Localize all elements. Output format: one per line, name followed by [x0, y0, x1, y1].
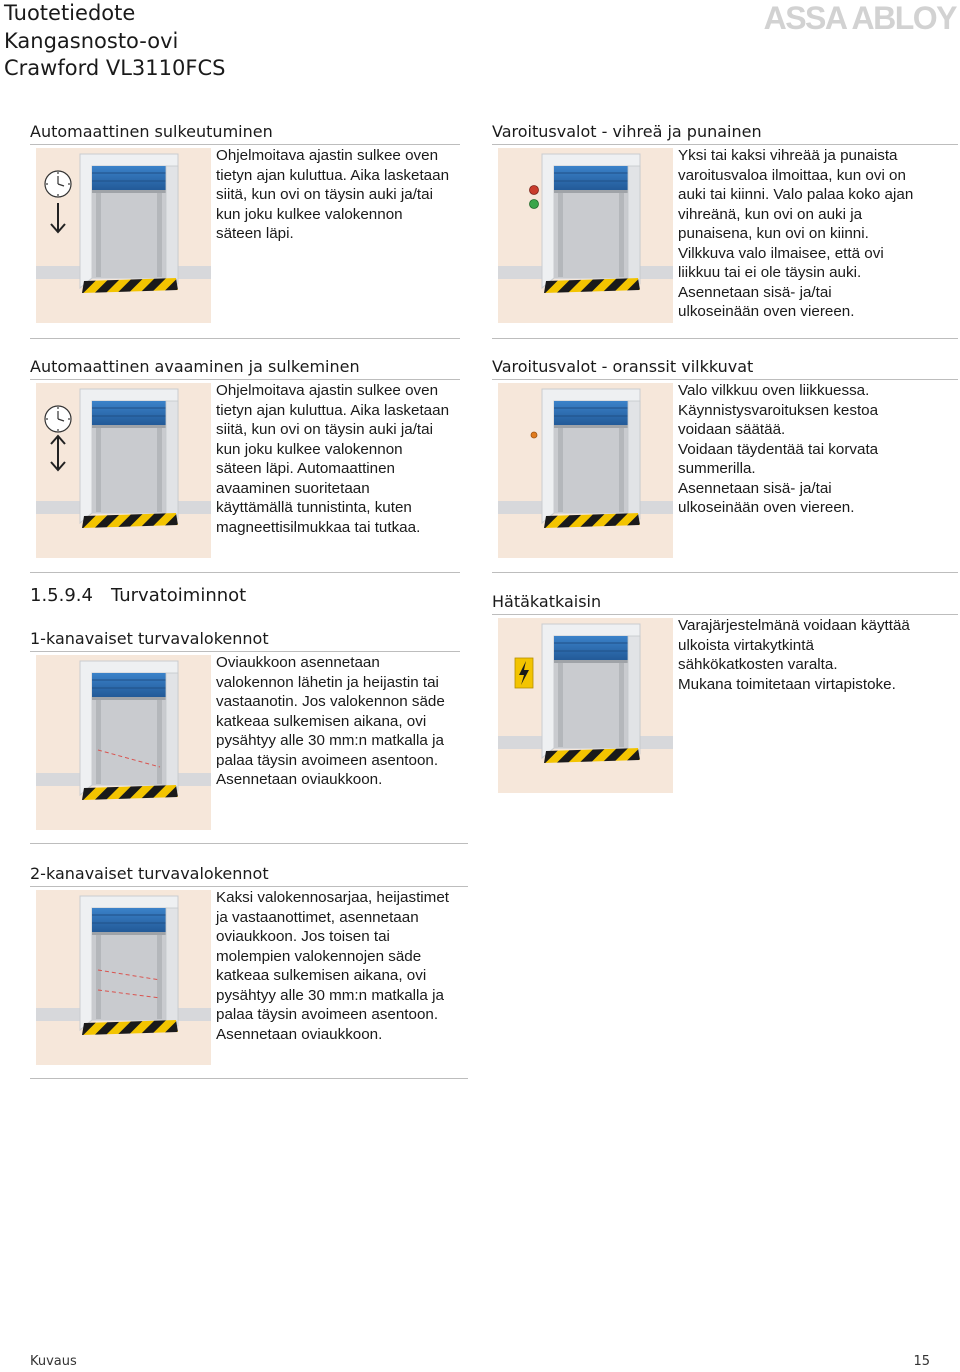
- divider: [30, 338, 460, 339]
- section-title: Varoitusvalot - vihreä ja punainen: [492, 122, 958, 145]
- light-red-icon: [530, 186, 539, 195]
- section-title: Hätäkatkaisin: [492, 592, 958, 615]
- door-illustration: [498, 148, 673, 323]
- chapter-heading: [30, 584, 246, 608]
- section-two-channel-photocells: [30, 864, 468, 1043]
- section-title: 1-kanavaiset turvavalokennot: [30, 629, 460, 652]
- light-green-icon: [530, 200, 539, 209]
- page-number: 15: [913, 1354, 930, 1369]
- section-title: 2-kanavaiset turvavalokennot: [30, 864, 468, 887]
- section-auto-close: [30, 122, 460, 242]
- section-auto-open-close: [30, 357, 460, 536]
- divider: [30, 572, 460, 573]
- section-text: Ohjelmoitava ajastin sulkee oven tietyn ajan kuluttua. Aika lasketaan siitä, kun ovi on täysin auki ja/tai kun joku kulkee valokennon säteen läpi. Automaattinen avaaminen suoritetaan käyttämällä tunnistinta, kuten magneettisilmukkaa tai tutkaa.: [216, 382, 450, 536]
- section-text: Ohjelmoitava ajastin sulkee oven tietyn ajan kuluttua. Aika lasketaan siitä, kun ovi on täysin auki ja/tai kun joku kulkee valokennon säteen läpi.: [216, 147, 450, 242]
- section-text: Yksi tai kaksi vihreää ja punaista varoitusvaloa ilmoittaa, kun ovi on auki tai kiinni. Valo palaa koko ajan vihreänä, kun ovi on auki ja punaisena, kun ovi on kiinni. Vilkkuva valo ilmaisee, että ovi liikkuu tai ei ole täysin auki. Asennetaan sisä- ja/tai ulkoseinään oven viereen.: [678, 147, 914, 320]
- light-orange-icon: [531, 432, 537, 438]
- door-illustration: [498, 618, 673, 793]
- lightning-icon: [515, 658, 533, 688]
- doc-type: Tuotetiedote: [4, 1, 136, 25]
- section-text: Varajärjestelmänä voidaan käyttää ulkoista virtakytkintä sähkökatkosten varalta. Mukana toimitetaan virtapistoke.: [678, 617, 910, 693]
- clock-icon: [45, 406, 71, 432]
- section-warning-orange: [492, 357, 958, 516]
- door-illustration: [36, 383, 211, 558]
- brand-logo: ASSA ABLOY: [763, 0, 956, 36]
- section-title: Varoitusvalot - oranssit vilkkuvat: [492, 357, 958, 380]
- section-one-channel-photocells: [30, 629, 460, 788]
- product-name: Crawford VL3110FCS: [4, 56, 226, 80]
- divider: [30, 1078, 468, 1079]
- section-title: Automaattinen avaaminen ja sulkeminen: [30, 357, 460, 380]
- footer-label: Kuvaus: [30, 1354, 77, 1369]
- chapter-title: Turvatoiminnot: [110, 585, 247, 606]
- document-header: [4, 0, 225, 83]
- door-illustration: [498, 383, 673, 558]
- section-emergency-switch: [492, 592, 958, 693]
- divider: [30, 843, 468, 844]
- section-text: Oviaukkoon asennetaan valokennon lähetin ja heijastin tai vastaanotin. Jos valokennon säde katkeaa sulkemisen aikana, ovi pysähtyy alle 30 mm:n matkalla ja palaa täysin avoimeen asentoon. Asennetaan oviaukkoon.: [216, 654, 445, 788]
- door-illustration: [36, 148, 211, 323]
- section-text: Kaksi valokennosarjaa, heijastimet ja vastaanottimet, asennetaan oviaukkoon. Jos toisen tai molempien valokennojen säde katkeaa sulkemisen aikana, ovi pysähtyy alle 30 mm:n matkalla ja palaa täysin avoimeen asentoon. Asennetaan oviaukkoon.: [216, 889, 449, 1043]
- divider: [492, 338, 958, 339]
- section-text: Valo vilkkuu oven liikkuessa. Käynnistysvaroituksen kestoa voidaan säätää. Voidaan täydentää tai korvata summerilla. Asennetaan sisä- ja/tai ulkoseinään oven viereen.: [678, 382, 879, 516]
- door-illustration: [36, 655, 211, 830]
- clock-icon: [45, 171, 71, 197]
- chapter-number: 1.5.9.4: [30, 585, 93, 606]
- divider: [492, 572, 958, 573]
- section-warning-green-red: [492, 122, 958, 320]
- product-category: Kangasnosto-ovi: [4, 28, 179, 53]
- section-title: Automaattinen sulkeutuminen: [30, 122, 460, 145]
- door-illustration: [36, 890, 211, 1065]
